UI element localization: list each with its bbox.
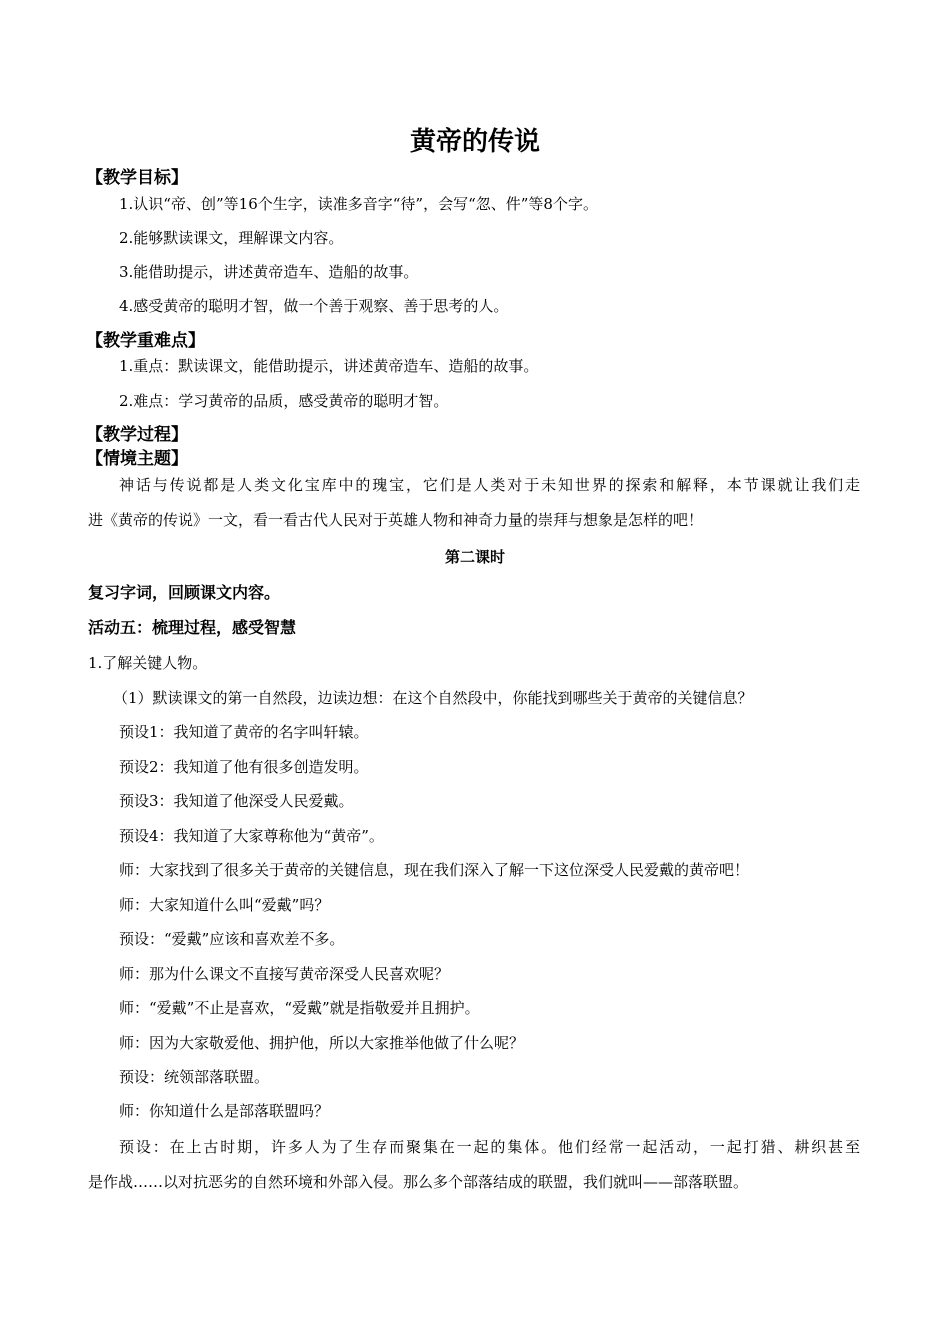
dialogue-line: 师：那为什么课文不直接写黄帝深受人民喜欢呢？ [119,965,450,983]
review-heading: 复习字词，回顾课文内容。 [88,583,281,602]
final-paragraph-line: 是作战……以对抗恶劣的自然环境和外部入侵。那么多个部落结成的联盟，我们就叫——部落联盟。 [88,1173,749,1191]
dialogue-line: 师：“爱戴”不止是喜欢，“爱戴”就是指敬爱并且拥护。 [119,999,480,1017]
scenario-line: 神话与传说都是人类文化宝库中的瑰宝，它们是人类对于未知世界的探索和解释，本节课就让我们走 [119,476,860,494]
key-point-item: 1.重点：默读课文，能借助提示，讲述黄帝造车、造船的故事。 [119,357,539,375]
dialogue-line: 师：大家知道什么叫“爱戴”吗？ [119,896,330,914]
document-title: 黄帝的传说 [409,127,540,157]
objective-item: 2.能够默读课文，理解课文内容。 [119,229,344,247]
key-points-heading: 【教学重难点】 [86,331,205,351]
key-point-item: 2.难点：学习黄帝的品质，感受黄帝的聪明才智。 [119,392,449,410]
question-line: （1）默读课文的第一自然段，边读边想：在这个自然段中，你能找到哪些关于黄帝的关键信息？ [113,689,753,707]
dialogue-line: 预设3：我知道了他深受人民爱戴。 [119,792,354,810]
objective-item: 3.能借助提示，讲述黄帝造车、造船的故事。 [119,263,419,281]
dialogue-line: 师：你知道什么是部落联盟吗？ [119,1102,330,1120]
step-heading: 1.了解关键人物。 [88,654,208,672]
dialogue-line: 预设：“爱戴”应该和喜欢差不多。 [119,930,345,948]
objective-item: 1.认识“帝、创”等16个生字，读准多音字“待”，会写“忽、件”等8个字。 [119,195,598,213]
scenario-heading: 【情境主题】 [86,449,188,469]
activity-heading: 活动五：梳理过程，感受智慧 [88,618,297,637]
dialogue-line: 预设2：我知道了他有很多创造发明。 [119,758,369,776]
scenario-line: 进《黄帝的传说》一文，看一看古代人民对于英雄人物和神奇力量的崇拜与想象是怎样的吧！ [88,511,704,529]
process-heading: 【教学过程】 [86,425,188,445]
dialogue-line: 预设1：我知道了黄帝的名字叫轩辕。 [119,723,369,741]
lesson-label: 第二课时 [444,548,505,566]
objectives-heading: 【教学目标】 [86,168,188,188]
dialogue-line: 师：因为大家敬爱他、拥护他，所以大家推举他做了什么呢？ [119,1034,525,1052]
dialogue-line: 预设：统领部落联盟。 [119,1068,270,1086]
dialogue-line: 师：大家找到了很多关于黄帝的关键信息，现在我们深入了解一下这位深受人民爱戴的黄帝吧！ [119,861,750,879]
objective-item: 4.感受黄帝的聪明才智，做一个善于观察、善于思考的人。 [119,297,509,315]
final-paragraph-line: 预设：在上古时期，许多人为了生存而聚集在一起的集体。他们经常一起活动，一起打猎、耕织甚至 [119,1138,860,1156]
dialogue-line: 预设4：我知道了大家尊称他为“黄帝”。 [119,827,384,845]
